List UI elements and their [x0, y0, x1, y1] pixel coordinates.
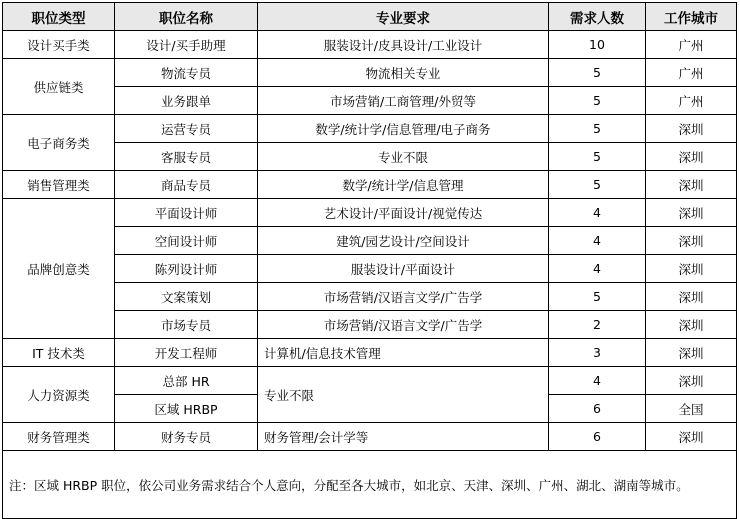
job-type-cell: 财务管理类 [3, 423, 115, 451]
job-type-cell: 人力资源类 [3, 367, 115, 423]
job-name-cell: 陈列设计师 [115, 255, 258, 283]
table-row [3, 423, 737, 451]
table-row [3, 199, 737, 227]
city-cell: 深圳 [646, 311, 737, 339]
job-name-cell: 商品专员 [115, 171, 258, 199]
job-name-cell: 运营专员 [115, 115, 258, 143]
city-cell: 深圳 [646, 171, 737, 199]
job-name-cell: 开发工程师 [115, 339, 258, 367]
count-cell: 4 [549, 199, 646, 227]
job-name-cell: 业务跟单 [115, 87, 258, 115]
major-cell: 专业不限 [258, 367, 549, 423]
city-cell: 深圳 [646, 367, 737, 395]
city-cell: 广州 [646, 87, 737, 115]
count-cell: 2 [549, 311, 646, 339]
header-city: 工作城市 [646, 3, 737, 31]
table-row [3, 115, 737, 143]
job-name-cell: 平面设计师 [115, 199, 258, 227]
major-cell: 市场营销/汉语言文学/广告学 [258, 311, 549, 339]
major-cell: 建筑/园艺设计/空间设计 [258, 227, 549, 255]
city-cell: 深圳 [646, 255, 737, 283]
job-type-cell: 品牌创意类 [3, 199, 115, 339]
table-row [3, 171, 737, 199]
job-name-cell: 空间设计师 [115, 227, 258, 255]
city-cell: 深圳 [646, 199, 737, 227]
city-cell: 全国 [646, 395, 737, 423]
major-cell: 服装设计/皮具设计/工业设计 [258, 31, 549, 59]
count-cell: 4 [549, 367, 646, 395]
city-cell: 广州 [646, 31, 737, 59]
major-cell: 艺术设计/平面设计/视觉传达 [258, 199, 549, 227]
job-name-cell: 客服专员 [115, 143, 258, 171]
job-name-cell: 总部 HR [115, 367, 258, 395]
job-name-cell: 财务专员 [115, 423, 258, 451]
count-cell: 5 [549, 87, 646, 115]
count-cell: 5 [549, 115, 646, 143]
count-cell: 6 [549, 423, 646, 451]
job-type-cell: IT 技术类 [3, 339, 115, 367]
table-row [3, 367, 737, 395]
header-row [3, 3, 737, 31]
major-cell: 专业不限 [258, 143, 549, 171]
count-cell: 4 [549, 227, 646, 255]
header-major: 专业要求 [258, 3, 549, 31]
header-job-type: 职位类型 [3, 3, 115, 31]
job-type-cell: 设计买手类 [3, 31, 115, 59]
table-row [3, 31, 737, 59]
city-cell: 深圳 [646, 227, 737, 255]
city-cell: 深圳 [646, 423, 737, 451]
count-cell: 5 [549, 143, 646, 171]
city-cell: 深圳 [646, 115, 737, 143]
job-name-cell: 市场专员 [115, 311, 258, 339]
job-name-cell: 区域 HRBP [115, 395, 258, 423]
major-cell: 市场营销/汉语言文学/广告学 [258, 283, 549, 311]
job-type-cell: 供应链类 [3, 59, 115, 115]
job-type-cell: 销售管理类 [3, 171, 115, 199]
count-cell: 5 [549, 59, 646, 87]
table-row [3, 339, 737, 367]
count-cell: 10 [549, 31, 646, 59]
footnote: 注：区域 HRBP 职位，依公司业务需求结合个人意向，分配至各大城市，如北京、天津、深圳、广州、湖北、湖南等城市。 [3, 451, 737, 519]
city-cell: 深圳 [646, 339, 737, 367]
count-cell: 5 [549, 283, 646, 311]
major-cell: 财务管理/会计学等 [258, 423, 549, 451]
note-row [3, 451, 737, 519]
job-type-cell: 电子商务类 [3, 115, 115, 171]
job-table [2, 2, 737, 519]
city-cell: 深圳 [646, 143, 737, 171]
city-cell: 广州 [646, 59, 737, 87]
major-cell: 服装设计/平面设计 [258, 255, 549, 283]
major-cell: 计算机/信息技术管理 [258, 339, 549, 367]
count-cell: 3 [549, 339, 646, 367]
table-row [3, 59, 737, 87]
header-job-name: 职位名称 [115, 3, 258, 31]
header-count: 需求人数 [549, 3, 646, 31]
count-cell: 6 [549, 395, 646, 423]
major-cell: 市场营销/工商管理/外贸等 [258, 87, 549, 115]
count-cell: 4 [549, 255, 646, 283]
job-name-cell: 设计/买手助理 [115, 31, 258, 59]
major-cell: 数学/统计学/信息管理 [258, 171, 549, 199]
major-cell: 物流相关专业 [258, 59, 549, 87]
count-cell: 5 [549, 171, 646, 199]
job-name-cell: 文案策划 [115, 283, 258, 311]
city-cell: 深圳 [646, 283, 737, 311]
job-name-cell: 物流专员 [115, 59, 258, 87]
major-cell: 数学/统计学/信息管理/电子商务 [258, 115, 549, 143]
